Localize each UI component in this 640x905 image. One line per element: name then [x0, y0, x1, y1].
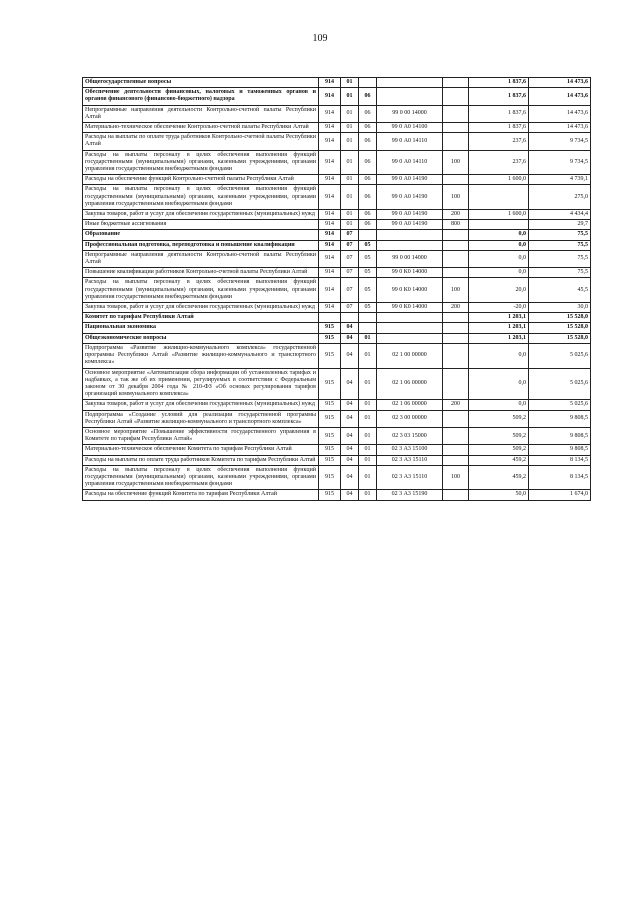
subsection-code-cell: 01: [359, 465, 377, 490]
target-article-cell: 99 0 А0 14110: [377, 150, 443, 175]
row-name-cell: Расходы на выплаты по оплате труда работников Контрольно-счетной палаты Республики Алтай: [83, 133, 319, 150]
section-code-cell: 01: [341, 78, 359, 88]
table-body: [83, 78, 591, 501]
section-code-cell: 01: [341, 150, 359, 175]
admin-code-cell: 914: [319, 105, 341, 122]
amount-total-cell: 14 473,6: [529, 105, 591, 122]
row-name-cell: Подпрограмма «Создание условий для реализации государственной программы Республики Алтай «Развитие жилищно-коммунального и транспортного комплекса»: [83, 410, 319, 427]
table-row: [83, 105, 591, 122]
table-row: [83, 220, 591, 230]
target-article-cell: 99 0 00 14000: [377, 250, 443, 267]
subsection-code-cell: 05: [359, 240, 377, 250]
subsection-code-cell: 06: [359, 175, 377, 185]
subsection-code-cell: 01: [359, 410, 377, 427]
subsection-code-cell: [359, 323, 377, 333]
expense-type-cell: [443, 240, 469, 250]
expense-type-cell: 100: [443, 465, 469, 490]
expense-type-cell: [443, 368, 469, 400]
table-row: [83, 465, 591, 490]
section-code-cell: 01: [341, 105, 359, 122]
section-code-cell: [341, 313, 359, 323]
amount-total-cell: 5 025,6: [529, 400, 591, 410]
expense-type-cell: 800: [443, 220, 469, 230]
amount-change-cell: 1 203,1: [469, 333, 529, 343]
amount-total-cell: 75,5: [529, 230, 591, 240]
table-row: [83, 150, 591, 175]
target-article-cell: 02 3 А3 15100: [377, 445, 443, 455]
section-code-cell: 04: [341, 410, 359, 427]
amount-total-cell: 30,0: [529, 303, 591, 313]
row-name-cell: Образование: [83, 230, 319, 240]
amount-change-cell: 1 837,6: [469, 78, 529, 88]
row-name-cell: Повышение квалификации работников Контрольно-счетной палаты Республики Алтай: [83, 268, 319, 278]
target-article-cell: 99 0 А0 14100: [377, 123, 443, 133]
expense-type-cell: 100: [443, 278, 469, 303]
amount-total-cell: 5 025,6: [529, 368, 591, 400]
expense-type-cell: [443, 490, 469, 500]
target-article-cell: 99 0 А0 14110: [377, 133, 443, 150]
subsection-code-cell: 01: [359, 368, 377, 400]
subsection-code-cell: 01: [359, 490, 377, 500]
row-name-cell: Основное мероприятие «Повышение эффективности государственного управления в Комитете по тарифам Республики Алтай»: [83, 427, 319, 444]
section-code-cell: 01: [341, 220, 359, 230]
amount-change-cell: 509,2: [469, 445, 529, 455]
table-row: [83, 343, 591, 368]
amount-total-cell: 1 674,0: [529, 490, 591, 500]
target-article-cell: 02 1 06 00000: [377, 368, 443, 400]
amount-change-cell: 1 837,6: [469, 105, 529, 122]
admin-code-cell: 915: [319, 333, 341, 343]
amount-total-cell: 5 025,6: [529, 343, 591, 368]
row-name-cell: Общеэкономические вопросы: [83, 333, 319, 343]
amount-total-cell: 275,0: [529, 185, 591, 210]
expense-type-cell: 200: [443, 400, 469, 410]
row-name-cell: Закупка товаров, работ и услуг для обеспечения государственных (муниципальных) нужд: [83, 210, 319, 220]
amount-change-cell: 0,0: [469, 230, 529, 240]
amount-total-cell: 15 528,0: [529, 313, 591, 323]
amount-total-cell: 45,5: [529, 278, 591, 303]
page-number: 109: [312, 33, 328, 44]
section-code-cell: 04: [341, 368, 359, 400]
admin-code-cell: 915: [319, 410, 341, 427]
admin-code-cell: 914: [319, 250, 341, 267]
row-name-cell: Расходы на выплаты персоналу в целях обеспечения выполнения функций государственными (муниципальными) органами, казенными учреждениями, органами управления государственными внебюджетными фондами: [83, 465, 319, 490]
section-code-cell: 04: [341, 343, 359, 368]
row-name-cell: Расходы на выплаты по оплате труда работников Комитета по тарифам Республики Алтай: [83, 455, 319, 465]
expense-type-cell: 100: [443, 185, 469, 210]
amount-total-cell: 29,7: [529, 220, 591, 230]
amount-total-cell: 75,5: [529, 240, 591, 250]
section-code-cell: 07: [341, 230, 359, 240]
target-article-cell: 99 0 К0 14000: [377, 268, 443, 278]
section-code-cell: 01: [341, 210, 359, 220]
admin-code-cell: 915: [319, 427, 341, 444]
amount-change-cell: 1 203,1: [469, 323, 529, 333]
admin-code-cell: 914: [319, 230, 341, 240]
target-article-cell: 02 3 А3 15110: [377, 465, 443, 490]
target-article-cell: 99 0 К0 14000: [377, 278, 443, 303]
admin-code-cell: 915: [319, 400, 341, 410]
admin-code-cell: 914: [319, 220, 341, 230]
section-code-cell: 01: [341, 175, 359, 185]
expense-type-cell: [443, 123, 469, 133]
amount-total-cell: 14 473,6: [529, 78, 591, 88]
target-article-cell: 02 3 А3 15110: [377, 455, 443, 465]
section-code-cell: 04: [341, 445, 359, 455]
amount-change-cell: -20,0: [469, 303, 529, 313]
amount-change-cell: 0,0: [469, 343, 529, 368]
admin-code-cell: 915: [319, 465, 341, 490]
row-name-cell: Подпрограмма «Развитие жилищно-коммунального комплекса» государственной программы Республики Алтай «Развитие жилищно-коммунального и транспортного комплекса»: [83, 343, 319, 368]
amount-change-cell: 1 600,0: [469, 175, 529, 185]
admin-code-cell: 914: [319, 303, 341, 313]
admin-code-cell: 914: [319, 150, 341, 175]
section-code-cell: 07: [341, 268, 359, 278]
table-row: [83, 88, 591, 105]
section-code-cell: 01: [341, 88, 359, 105]
subsection-code-cell: 06: [359, 133, 377, 150]
row-name-cell: Расходы на обеспечение функций Контрольно-счетной палаты Республики Алтай: [83, 175, 319, 185]
subsection-code-cell: 05: [359, 303, 377, 313]
row-name-cell: Непрограммные направления деятельности Контрольно-счетной палаты Республики Алтай: [83, 250, 319, 267]
table-row: [83, 368, 591, 400]
amount-change-cell: [469, 185, 529, 210]
amount-change-cell: 0,0: [469, 400, 529, 410]
amount-change-cell: 0,0: [469, 240, 529, 250]
table-row: [83, 78, 591, 88]
expense-type-cell: [443, 105, 469, 122]
subsection-code-cell: 06: [359, 150, 377, 175]
admin-code-cell: 915: [319, 445, 341, 455]
target-article-cell: [377, 88, 443, 105]
section-code-cell: 04: [341, 490, 359, 500]
expense-type-cell: 200: [443, 210, 469, 220]
admin-code-cell: 914: [319, 78, 341, 88]
expense-type-cell: [443, 230, 469, 240]
subsection-code-cell: 01: [359, 333, 377, 343]
expense-type-cell: [443, 455, 469, 465]
target-article-cell: 99 0 А0 14190: [377, 175, 443, 185]
amount-total-cell: 8 134,5: [529, 455, 591, 465]
subsection-code-cell: 05: [359, 250, 377, 267]
subsection-code-cell: [359, 313, 377, 323]
expense-type-cell: [443, 78, 469, 88]
table-row: [83, 313, 591, 323]
amount-change-cell: 509,2: [469, 410, 529, 427]
row-name-cell: Закупка товаров, работ и услуг для обеспечения государственных (муниципальных) нужд: [83, 303, 319, 313]
subsection-code-cell: 01: [359, 445, 377, 455]
amount-change-cell: 1 837,6: [469, 88, 529, 105]
section-code-cell: 07: [341, 278, 359, 303]
admin-code-cell: 915: [319, 490, 341, 500]
amount-total-cell: 9 808,5: [529, 445, 591, 455]
target-article-cell: [377, 78, 443, 88]
row-name-cell: Закупка товаров, работ и услуг для обеспечения государственных (муниципальных) нужд: [83, 400, 319, 410]
table-row: [83, 210, 591, 220]
admin-code-cell: 914: [319, 210, 341, 220]
amount-total-cell: 9 734,5: [529, 150, 591, 175]
expense-type-cell: [443, 268, 469, 278]
table-row: [83, 123, 591, 133]
amount-total-cell: 4 739,1: [529, 175, 591, 185]
target-article-cell: 99 0 00 14000: [377, 105, 443, 122]
amount-change-cell: 0,0: [469, 268, 529, 278]
table-row: [83, 410, 591, 427]
section-code-cell: 01: [341, 123, 359, 133]
expense-type-cell: [443, 175, 469, 185]
section-code-cell: 04: [341, 333, 359, 343]
row-name-cell: Материально-техническое обеспечение Комитета по тарифам Республики Алтай: [83, 445, 319, 455]
amount-total-cell: 8 134,5: [529, 465, 591, 490]
target-article-cell: 99 0 А0 14190: [377, 220, 443, 230]
section-code-cell: 04: [341, 465, 359, 490]
amount-total-cell: 14 473,6: [529, 123, 591, 133]
amount-change-cell: 0,0: [469, 250, 529, 267]
admin-code-cell: 914: [319, 240, 341, 250]
expense-type-cell: [443, 445, 469, 455]
target-article-cell: 02 3 А3 15190: [377, 490, 443, 500]
amount-total-cell: 9 808,5: [529, 427, 591, 444]
target-article-cell: [377, 230, 443, 240]
admin-code-cell: 914: [319, 185, 341, 210]
row-name-cell: Расходы на выплаты персоналу в целях обеспечения выполнения функций государственными (муниципальными) органами, казенными учреждениями, органами управления государственными внебюджетными фондами: [83, 185, 319, 210]
expense-type-cell: [443, 323, 469, 333]
row-name-cell: Иные бюджетные ассигнования: [83, 220, 319, 230]
section-code-cell: 04: [341, 400, 359, 410]
table-row: [83, 240, 591, 250]
row-name-cell: Материально-техническое обеспечение Контрольно-счетной палаты Республики Алтай: [83, 123, 319, 133]
target-article-cell: 02 1 06 00000: [377, 400, 443, 410]
subsection-code-cell: 05: [359, 278, 377, 303]
expense-type-cell: 200: [443, 303, 469, 313]
admin-code-cell: 914: [319, 123, 341, 133]
table-row: [83, 278, 591, 303]
table-row: [83, 490, 591, 500]
subsection-code-cell: 01: [359, 455, 377, 465]
row-name-cell: Комитет по тарифам Республики Алтай: [83, 313, 319, 323]
amount-change-cell: 1 837,6: [469, 123, 529, 133]
expense-type-cell: [443, 427, 469, 444]
target-article-cell: [377, 240, 443, 250]
amount-change-cell: 0,0: [469, 368, 529, 400]
subsection-code-cell: 01: [359, 427, 377, 444]
budget-table: [82, 77, 591, 501]
table-row: [83, 185, 591, 210]
subsection-code-cell: 06: [359, 210, 377, 220]
amount-change-cell: 1 600,0: [469, 210, 529, 220]
subsection-code-cell: 06: [359, 123, 377, 133]
admin-code-cell: 915: [319, 343, 341, 368]
expense-type-cell: 100: [443, 150, 469, 175]
row-name-cell: Непрограммные направления деятельности Контрольно-счетной палаты Республики Алтай: [83, 105, 319, 122]
subsection-code-cell: 01: [359, 343, 377, 368]
expense-type-cell: [443, 250, 469, 267]
target-article-cell: 02 1 00 00000: [377, 343, 443, 368]
table-row: [83, 175, 591, 185]
admin-code-cell: 914: [319, 175, 341, 185]
amount-change-cell: [469, 220, 529, 230]
amount-total-cell: 15 528,0: [529, 333, 591, 343]
section-code-cell: 07: [341, 240, 359, 250]
table-row: [83, 250, 591, 267]
section-code-cell: 07: [341, 250, 359, 267]
amount-total-cell: 75,5: [529, 268, 591, 278]
section-code-cell: 01: [341, 185, 359, 210]
expense-type-cell: [443, 88, 469, 105]
amount-total-cell: 14 473,6: [529, 88, 591, 105]
table-row: [83, 427, 591, 444]
section-code-cell: 01: [341, 133, 359, 150]
amount-change-cell: 50,0: [469, 490, 529, 500]
subsection-code-cell: 06: [359, 185, 377, 210]
row-name-cell: Национальная экономика: [83, 323, 319, 333]
admin-code-cell: [319, 313, 341, 323]
admin-code-cell: 915: [319, 455, 341, 465]
target-article-cell: 99 0 А0 14190: [377, 210, 443, 220]
subsection-code-cell: 06: [359, 88, 377, 105]
row-name-cell: Расходы на обеспечение функций Комитета по тарифам Республики Алтай: [83, 490, 319, 500]
admin-code-cell: 914: [319, 88, 341, 105]
row-name-cell: Основное мероприятие «Автоматизация сбора информации об установленных тарифах и надбавках, а так же об их применении, регулируемых в соответствии с Федеральным законом от 30 декабря 2004 года № 210-ФЗ «Об основах регулирования тарифов организаций коммунального комплекса»: [83, 368, 319, 400]
row-name-cell: Расходы на выплаты персоналу в целях обеспечения выполнения функций государственными (муниципальными) органами, казенными учреждениями, органами управления государственными внебюджетными фондами: [83, 278, 319, 303]
amount-change-cell: 1 203,1: [469, 313, 529, 323]
section-code-cell: 07: [341, 303, 359, 313]
subsection-code-cell: 06: [359, 105, 377, 122]
table-row: [83, 303, 591, 313]
amount-total-cell: 15 528,0: [529, 323, 591, 333]
section-code-cell: 04: [341, 455, 359, 465]
target-article-cell: 99 0 А0 14190: [377, 185, 443, 210]
amount-total-cell: 75,5: [529, 250, 591, 267]
amount-change-cell: 509,2: [469, 427, 529, 444]
table-row: [83, 268, 591, 278]
target-article-cell: [377, 313, 443, 323]
admin-code-cell: 914: [319, 268, 341, 278]
row-name-cell: Общегосударственные вопросы: [83, 78, 319, 88]
admin-code-cell: 915: [319, 368, 341, 400]
table-row: [83, 133, 591, 150]
row-name-cell: Обеспечение деятельности финансовых, налоговых и таможенных органов и органов финансового (финансово-бюджетного) надзора: [83, 88, 319, 105]
admin-code-cell: 914: [319, 278, 341, 303]
target-article-cell: 02 3 00 00000: [377, 410, 443, 427]
amount-change-cell: 20,0: [469, 278, 529, 303]
table-row: [83, 400, 591, 410]
subsection-code-cell: 06: [359, 220, 377, 230]
subsection-code-cell: [359, 230, 377, 240]
amount-change-cell: 237,6: [469, 133, 529, 150]
amount-total-cell: 4 434,4: [529, 210, 591, 220]
expense-type-cell: [443, 333, 469, 343]
expense-type-cell: [443, 133, 469, 150]
target-article-cell: [377, 333, 443, 343]
expense-type-cell: [443, 313, 469, 323]
admin-code-cell: 914: [319, 133, 341, 150]
section-code-cell: 04: [341, 427, 359, 444]
admin-code-cell: 915: [319, 323, 341, 333]
subsection-code-cell: 01: [359, 400, 377, 410]
amount-total-cell: 9 808,5: [529, 410, 591, 427]
row-name-cell: Расходы на выплаты персоналу в целях обеспечения выполнения функций государственными (муниципальными) органами, казенными учреждениями, органами управления государственными внебюджетными фондами: [83, 150, 319, 175]
table-row: [83, 445, 591, 455]
table-row: [83, 323, 591, 333]
target-article-cell: 02 3 03 15000: [377, 427, 443, 444]
expense-type-cell: [443, 343, 469, 368]
table-row: [83, 333, 591, 343]
expense-type-cell: [443, 410, 469, 427]
table-row: [83, 455, 591, 465]
amount-change-cell: 459,2: [469, 465, 529, 490]
section-code-cell: 04: [341, 323, 359, 333]
amount-change-cell: 459,2: [469, 455, 529, 465]
subsection-code-cell: [359, 78, 377, 88]
target-article-cell: 99 0 К0 14000: [377, 303, 443, 313]
row-name-cell: Профессиональная подготовка, переподготовка и повышение квалификации: [83, 240, 319, 250]
subsection-code-cell: 05: [359, 268, 377, 278]
amount-change-cell: 237,6: [469, 150, 529, 175]
target-article-cell: [377, 323, 443, 333]
table-row: [83, 230, 591, 240]
amount-total-cell: 9 734,5: [529, 133, 591, 150]
